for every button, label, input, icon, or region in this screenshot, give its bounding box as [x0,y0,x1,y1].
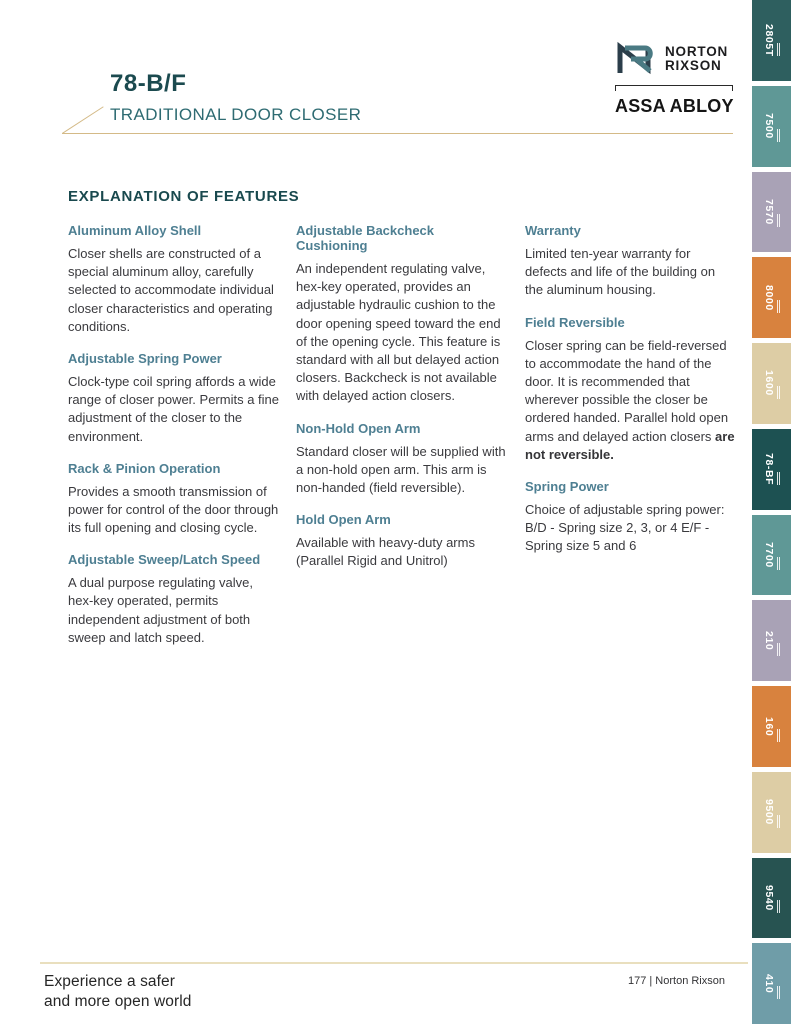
sidebar-tab-160[interactable] [752,686,791,767]
product-tab-sidebar [752,0,791,1024]
sidebar-tab-78bf[interactable] [752,429,791,510]
sidebar-tab-7570[interactable] [752,172,791,253]
tab-underline [777,815,780,828]
feature-body: A dual purpose regulating valve, hex-key operated, permits independent adjustment of both sweep and latch speed. [68,575,254,645]
feature-heading: Hold Open Arm [296,512,391,528]
sidebar-tab-210[interactable] [752,600,791,681]
feature-rack-pinion-operation [68,461,280,538]
tab-label: 78-BF [763,453,775,486]
norton-rixson-monogram-icon [615,40,659,78]
footer-rule [40,962,748,964]
tab-label: 9540 [763,884,775,911]
tagline-line-1: Experience a safer [44,973,176,990]
feature-body-bold: are not reversible. [525,428,735,462]
brand-name-rixson: RIXSON [665,58,722,73]
feature-heading: Aluminum Alloy Shell [68,223,202,238]
tab-underline [777,729,780,742]
page-title: TRADITIONAL DOOR CLOSER [110,105,362,124]
feature-heading: Adjustable Spring Power [68,350,222,366]
brand-tagline [44,972,192,1012]
section-title: EXPLANATION OF FEATURES [68,188,300,205]
sidebar-tab-410[interactable] [752,943,791,1024]
feature-body: Closer shells are constructed of a special aluminum alloy, carefully selected to accommodate individual closer characteristics and operating conditions. [68,246,274,334]
tab-label: 210 [763,630,775,651]
tab-underline [777,214,780,227]
feature-heading: Spring Power [525,478,609,494]
header-title-block [110,70,361,125]
tab-underline [777,900,780,913]
feature-body: An independent regulating valve, hex-key operated, provides an adjustable hydraulic cushion to the door opening speed toward the end of the opening cycle. This feature is standard with all but delayed action closers. Backcheck is not available with delayed action closers. [296,261,501,404]
tab-label: 410 [763,973,775,994]
tagline-line-2: and more open world [44,993,192,1011]
feature-heading: Field Reversible [525,314,625,330]
tab-label: 1600 [763,370,775,397]
feature-adjustable-sweep-latch-speed [68,552,280,647]
tab-label: 7700 [763,541,775,568]
feature-column-3 [525,223,735,647]
endorsement-bracket [615,85,733,91]
feature-heading: Rack & Pinion Operation [68,460,221,476]
assa-abloy-wordmark: ASSA ABLOY [615,95,734,116]
header-accent-slash [62,106,104,134]
feature-aluminum-alloy-shell [68,223,280,336]
tab-label: 7570 [763,198,775,225]
feature-adjustable-spring-power [68,351,280,446]
feature-heading: Adjustable Backcheck Cushioning [296,223,435,253]
tab-underline [777,557,780,570]
sidebar-tab-8000[interactable] [752,257,791,338]
product-code: 78-B/F [110,70,187,97]
tab-label: 8000 [763,284,775,311]
feature-body [525,337,735,464]
feature-body-text: Closer spring can be field-reversed to accommodate the hand of the door. It is recommended that wherever possible the closer be ordered handed. Parallel hold open arms and delayed action closers [525,337,729,444]
sidebar-tab-2805t[interactable] [752,0,791,81]
feature-body: Clock-type coil spring affords a wide range of closer power. Permits a fine adjustment of the closer to the environment. [68,373,279,444]
tab-label: 7500 [763,113,775,139]
feature-column-1 [68,223,280,647]
feature-body: Available with heavy-duty arms (Parallel Rigid and Unitrol) [296,535,475,569]
feature-warranty [525,223,735,300]
tab-underline [777,43,780,56]
sidebar-tab-7700[interactable] [752,515,791,596]
feature-heading: Adjustable Sweep/Latch Speed [68,552,261,568]
sidebar-tab-9500[interactable] [752,772,791,853]
page-number: 177 | Norton Rixson [627,975,725,987]
feature-body: Choice of adjustable spring power: B/D - Spring size 2, 3, or 4 E/F - Spring size 5 and 6 [525,501,725,554]
tab-underline [777,472,780,485]
feature-field-reversible [525,315,735,464]
header-rule [62,133,733,134]
sidebar-tab-9540[interactable] [752,858,791,939]
feature-body: Provides a smooth transmission of power for control of the door through its full opening and closing cycle. [68,483,279,536]
feature-column-2 [296,223,509,647]
sidebar-tab-7500[interactable] [752,86,791,167]
feature-spring-power [525,479,735,556]
feature-columns [68,223,735,647]
tab-label: 9500 [763,799,775,825]
brand-logo [615,40,733,116]
brand-name-norton: NORTON [665,43,729,59]
tab-underline [777,643,780,656]
feature-adjustable-backcheck-cushioning [296,223,509,406]
feature-body: Limited ten-year warranty for defects and life of the building on the aluminum housing. [525,246,716,298]
feature-heading: Non-Hold Open Arm [296,420,421,436]
main-content [68,188,735,647]
tab-underline [777,386,780,399]
tab-underline [777,300,780,313]
tab-underline [777,986,780,999]
tab-underline [777,129,780,142]
feature-body: Standard closer will be supplied with a non-hold open arm. This arm is non-handed (field reversible). [296,443,506,495]
feature-non-hold-open-arm [296,421,509,498]
sidebar-tab-1600[interactable] [752,343,791,424]
tab-label: 2805T [763,23,775,57]
tab-label: 160 [763,716,775,737]
feature-hold-open-arm [296,512,509,570]
feature-heading: Warranty [525,223,581,238]
